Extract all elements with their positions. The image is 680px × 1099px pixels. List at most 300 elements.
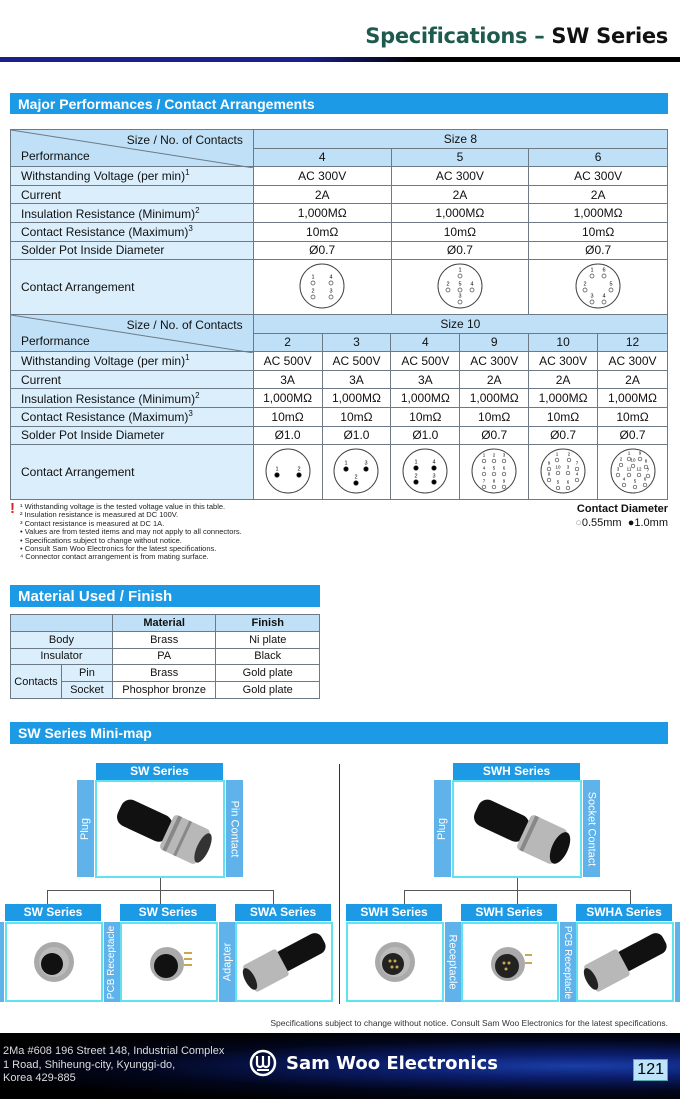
brand — [248, 1048, 498, 1078]
contact-arrangement — [529, 260, 668, 315]
cell: Ø0.7 — [460, 426, 529, 445]
pin — [575, 471, 579, 481]
side-tab-socket-contact: Socket Contact — [583, 780, 600, 877]
row-label: Contact Resistance (Maximum)$^3$ — [11, 222, 254, 241]
cell: 10mΩ — [253, 407, 322, 426]
node-title: SW Series — [5, 904, 101, 921]
pin — [432, 459, 437, 470]
side-tab-partial — [0, 922, 4, 1002]
node-title: SWH Series — [453, 763, 580, 780]
diag-header — [11, 130, 254, 167]
pin-number: 4 — [622, 476, 625, 482]
pin — [547, 460, 551, 470]
table-row — [11, 352, 668, 371]
product-image-receptacle — [346, 922, 444, 1002]
table-row — [11, 389, 668, 408]
section-title: Major Performances / Contact Arrangements — [18, 95, 315, 112]
cell: 10mΩ — [253, 222, 391, 241]
pcb-receptacle-image — [463, 924, 557, 1000]
row-label: Insulation Resistance (Minimum)$^2$ — [11, 389, 254, 408]
pin — [555, 451, 559, 461]
pin-number: 2 — [297, 466, 301, 473]
pin — [482, 465, 486, 475]
pin — [364, 460, 369, 471]
pin-number: 4 — [575, 471, 579, 477]
pin-number: 11 — [626, 466, 631, 472]
side-tab-partial — [675, 922, 680, 1002]
contacts-count: 12 — [598, 333, 668, 352]
pin — [274, 466, 279, 477]
row-label: Contacts — [11, 665, 62, 699]
title-dash: – — [527, 24, 552, 48]
cell: Ø0.7 — [598, 426, 668, 445]
tree-connector — [630, 890, 631, 904]
pin — [556, 464, 562, 474]
pin-diagram — [297, 261, 347, 311]
pin — [492, 478, 496, 488]
side-tab-pin-contact: Pin Contact — [226, 780, 243, 877]
side-tab-receptacle: Receptacle — [445, 922, 461, 1002]
section-performances — [10, 93, 668, 114]
pin-number: 2 — [446, 281, 450, 288]
pin-number: 4 — [329, 274, 333, 281]
pin-diagram — [573, 261, 623, 311]
pin-number: 1 — [311, 274, 315, 281]
pin — [329, 288, 333, 299]
pin-number: 1 — [590, 267, 594, 274]
pin-number: 6 — [502, 465, 506, 471]
open-circle-icon: ○ — [575, 517, 582, 529]
section-minimap — [10, 722, 668, 744]
performance-label: Performance — [21, 334, 90, 349]
footer-disclaimer: Specifications subject to change without notice. Consult Sam Woo Electronics for the latest specifications. — [270, 1018, 668, 1028]
table-row — [11, 665, 320, 682]
pin-diagram — [400, 446, 450, 496]
pin-number: 2 — [567, 451, 571, 457]
cell: 10mΩ — [391, 407, 460, 426]
cell: 1,000MΩ — [391, 389, 460, 408]
header-cell — [11, 615, 113, 632]
legend-title: Contact Diameter — [576, 503, 668, 515]
note: • Consult Sam Woo Electronics for the latest specifications. — [20, 544, 217, 554]
contact-arrangement — [253, 260, 391, 315]
size8-header: Size 8 — [253, 130, 667, 149]
row-label: Current — [11, 370, 254, 389]
pin-number: 2 — [619, 456, 622, 462]
table-row — [11, 426, 668, 445]
contacts-count: 5 — [391, 148, 529, 167]
legend-open-label: 0.55mm — [581, 517, 622, 529]
contact-arrangement — [391, 445, 460, 500]
cell: 2A — [253, 185, 391, 204]
pin-number: 10 — [630, 457, 636, 463]
pin-number: 7 — [482, 478, 486, 484]
table-row — [11, 241, 668, 260]
section-title: Material Used / Finish — [18, 587, 173, 605]
cell: 10mΩ — [322, 407, 391, 426]
table-row — [11, 167, 668, 186]
pin-number: 4 — [482, 465, 486, 471]
pin-number: 3 — [616, 466, 619, 472]
pin-number: 1 — [555, 451, 559, 457]
size10-header: Size 10 — [253, 315, 667, 334]
pin — [482, 478, 486, 488]
tree-connector — [160, 890, 161, 904]
node-title: SWA Series — [235, 904, 331, 921]
cell: 3A — [253, 370, 322, 389]
pin-number: 3 — [329, 288, 333, 295]
pin — [643, 476, 647, 486]
pin-number: 1 — [275, 466, 279, 473]
size-contacts-label: Size / No. of Contacts — [126, 133, 243, 147]
node-title: SWH Series — [461, 904, 557, 921]
pin — [414, 459, 419, 470]
cell: AC 300V — [253, 167, 391, 186]
receptacle-image — [348, 924, 442, 1000]
pin — [492, 465, 496, 475]
pin — [622, 476, 626, 486]
legend-filled-label: 1.0mm — [634, 517, 668, 529]
contact-arrangement — [322, 445, 391, 500]
pin-number: 5 — [609, 281, 613, 288]
table-row — [11, 260, 668, 315]
pin — [590, 267, 594, 278]
cell: 1,000MΩ — [253, 204, 391, 223]
note: ³ Contact resistance is measured at DC 1A. — [20, 518, 165, 528]
row-label: Withstanding Voltage (per min)$^1$ — [11, 352, 254, 371]
header-cell: Material — [112, 615, 216, 632]
tree-connector — [404, 890, 405, 904]
pin — [502, 478, 506, 488]
pin-number: 12 — [636, 466, 642, 472]
material-table — [10, 614, 320, 699]
cell: 1,000MΩ — [322, 389, 391, 408]
address-line: 2Ma #608 196 Street 148, Industrial Complex — [3, 1045, 225, 1057]
product-image-adapter — [576, 922, 674, 1002]
pin-number: 1 — [627, 450, 630, 456]
pin-number: 1 — [414, 459, 418, 466]
side-tab-pcb-receptacle: PCB Receptacle — [560, 922, 576, 1002]
pin — [646, 467, 650, 477]
cell: 10mΩ — [529, 222, 668, 241]
note: • Values are from tested items and may not apply to all connectors. — [20, 527, 242, 537]
note: ⁴ Connector contact arrangement is from mating surface. — [20, 552, 209, 562]
header-cell: Finish — [216, 615, 320, 632]
cell: Ø1.0 — [391, 426, 460, 445]
pin — [602, 293, 606, 304]
cell: Gold plate — [216, 665, 320, 682]
pin — [344, 460, 349, 471]
contact-arrangement — [460, 445, 529, 500]
pin-number: 8 — [547, 471, 551, 477]
performance-label: Performance — [21, 149, 90, 164]
pcb-receptacle-image — [122, 924, 216, 1000]
table-row — [11, 631, 320, 648]
section-title: SW Series Mini-map — [18, 725, 152, 741]
pin-number: 7 — [646, 467, 649, 473]
pin-number: 3 — [432, 473, 436, 480]
cell: 10mΩ — [598, 407, 668, 426]
receptacle-image — [7, 924, 101, 1000]
cell: Ø1.0 — [253, 426, 322, 445]
cell: 2A — [460, 370, 529, 389]
pin-number: 5 — [633, 478, 636, 484]
cell: Black — [216, 648, 320, 665]
cell: 10mΩ — [391, 222, 529, 241]
contacts-count: 6 — [529, 148, 668, 167]
row-label: Insulation Resistance (Minimum)$^2$ — [11, 204, 254, 223]
pin — [602, 267, 606, 278]
pin-number: 4 — [470, 281, 474, 288]
pin-number: 3 — [566, 464, 570, 470]
pin-diagram — [331, 446, 381, 496]
row-label: Contact Arrangement — [11, 445, 254, 500]
cell: AC 300V — [529, 352, 598, 371]
plug-connector-image — [454, 782, 580, 876]
size-contacts-label: Size / No. of Contacts — [126, 318, 243, 332]
pin-number: 5 — [458, 281, 462, 288]
pin-number: 2 — [492, 452, 496, 458]
table-row — [11, 445, 668, 500]
row-label: Current — [11, 185, 254, 204]
row-label: Withstanding Voltage (per min)$^1$ — [11, 167, 254, 186]
contact-arrangement — [529, 445, 598, 500]
pin — [633, 478, 637, 488]
cell: Ø0.7 — [391, 241, 529, 260]
cell: 10mΩ — [529, 407, 598, 426]
pin — [575, 460, 579, 470]
pin — [556, 479, 560, 489]
contact-diameter-legend — [575, 503, 668, 529]
page-title — [365, 24, 668, 48]
cell: 2A — [529, 370, 598, 389]
pin-number: 2 — [583, 281, 587, 288]
size10-table — [10, 314, 668, 500]
contacts-count: 9 — [460, 333, 529, 352]
page-header — [0, 0, 680, 64]
pin-diagram — [608, 446, 658, 496]
pin-number: 1 — [344, 460, 348, 467]
size8-table — [10, 129, 668, 315]
title-part2: SW Series — [551, 24, 668, 48]
side-tab-adapter: Adapter — [219, 922, 235, 1002]
product-image-plug — [95, 780, 225, 878]
pin — [566, 464, 570, 474]
product-image-adapter — [235, 922, 333, 1002]
pin-diagram — [263, 446, 313, 496]
cell: 3A — [322, 370, 391, 389]
side-tab-plug: Plug — [77, 780, 94, 877]
pin — [502, 465, 506, 475]
alert-icon: ! — [10, 500, 15, 517]
address-line: Korea 429-885 — [3, 1072, 76, 1084]
pin — [482, 452, 486, 462]
pin-number: 2 — [311, 288, 315, 295]
product-image-plug — [452, 780, 582, 878]
cell: AC 500V — [391, 352, 460, 371]
note: ² Insulation resistance is measured at DC 100V. — [20, 510, 179, 520]
pin — [432, 473, 437, 484]
contacts-count: 10 — [529, 333, 598, 352]
pin-diagram — [435, 261, 485, 311]
pin-number: 3 — [458, 293, 462, 300]
pin-number: 9 — [502, 478, 506, 484]
table-row — [11, 204, 668, 223]
address-line: 1 Road, Shiheung-city, Kyunggi-do, — [3, 1058, 176, 1071]
pin — [636, 466, 642, 476]
contact-arrangement — [391, 260, 529, 315]
pin-number: 2 — [414, 473, 418, 480]
pin-number: 6 — [643, 476, 646, 482]
pin — [590, 293, 594, 304]
pin — [311, 274, 315, 285]
pin — [583, 281, 587, 292]
pin — [329, 274, 333, 285]
table-row — [11, 185, 668, 204]
cell: 1,000MΩ — [391, 204, 529, 223]
pin-number: 7 — [575, 460, 579, 466]
row-label: Contact Resistance (Maximum)$^3$ — [11, 407, 254, 426]
pin — [566, 479, 570, 489]
cell: Brass — [112, 631, 216, 648]
pin — [458, 267, 462, 278]
cell: Phosphor bronze — [112, 682, 216, 699]
table-row — [11, 648, 320, 665]
table-row — [11, 370, 668, 389]
pin — [609, 281, 613, 292]
pin — [567, 451, 571, 461]
connector-outline — [266, 449, 310, 493]
pin-number: 3 — [364, 460, 368, 467]
pin-number: 3 — [590, 293, 594, 300]
cell: PA — [112, 648, 216, 665]
diag-header — [11, 315, 254, 352]
pin-diagram — [469, 446, 519, 496]
pin-number: 2 — [354, 474, 358, 481]
pin-number: 8 — [644, 458, 647, 464]
side-tab-pcb-receptacle: PCB Receptacle — [104, 922, 120, 1002]
pin — [638, 450, 642, 460]
pin — [626, 466, 631, 476]
company-address — [3, 1045, 224, 1086]
title-part1: Specifications — [365, 24, 528, 48]
pin — [458, 281, 462, 292]
note: ¹ Withstanding voltage is the tested voltage value in this table. — [20, 502, 226, 511]
header-rule — [0, 57, 680, 62]
cell: AC 300V — [460, 352, 529, 371]
node-title: SWHA Series — [576, 904, 672, 921]
cell: AC 300V — [391, 167, 529, 186]
cell: AC 500V — [322, 352, 391, 371]
pin-number: 5 — [492, 465, 496, 471]
contacts-count: 2 — [253, 333, 322, 352]
product-image-receptacle — [5, 922, 103, 1002]
cell: 1,000MΩ — [253, 389, 322, 408]
cell: 1,000MΩ — [460, 389, 529, 408]
cell: Ø1.0 — [322, 426, 391, 445]
tree-connector — [273, 890, 274, 904]
pin — [414, 473, 419, 484]
contacts-count: 3 — [322, 333, 391, 352]
tree-connector — [47, 890, 48, 904]
cell: Brass — [112, 665, 216, 682]
side-tab-plug: Plug — [434, 780, 451, 877]
pin-diagram — [538, 446, 588, 496]
cell: 3A — [391, 370, 460, 389]
cell: Ø0.7 — [529, 426, 598, 445]
product-image-pcb-receptacle — [120, 922, 218, 1002]
cell: 10mΩ — [460, 407, 529, 426]
adapter-image — [237, 924, 331, 1000]
cell: 1,000MΩ — [529, 389, 598, 408]
pin-number: 3 — [502, 452, 506, 458]
cell: Ø0.7 — [253, 241, 391, 260]
tree-connector — [517, 890, 518, 904]
plug-connector-image — [97, 782, 223, 876]
page-number: 121 — [633, 1059, 668, 1081]
pin-number: 9 — [547, 460, 551, 466]
pin-number: 5 — [556, 479, 560, 485]
pin-number: 4 — [602, 293, 606, 300]
pin — [458, 293, 462, 304]
connector-outline — [403, 449, 447, 493]
adapter-image — [578, 924, 672, 1000]
pin — [616, 466, 620, 476]
samwoo-logo-icon — [248, 1048, 278, 1078]
row-label: Socket — [61, 682, 112, 699]
pin — [311, 288, 315, 299]
pin-number: 9 — [638, 450, 641, 456]
note: • Specifications subject to change without notice. — [20, 535, 182, 545]
footer — [0, 1033, 680, 1099]
pin — [502, 452, 506, 462]
cell: 2A — [598, 370, 668, 389]
pin-number: 8 — [492, 478, 496, 484]
pin-number: 1 — [482, 452, 486, 458]
cell: 2A — [391, 185, 529, 204]
cell: AC 500V — [253, 352, 322, 371]
row-label: Solder Pot Inside Diameter — [11, 241, 254, 260]
product-image-pcb-receptacle — [461, 922, 559, 1002]
pin-number: 6 — [566, 479, 570, 485]
pin — [446, 281, 450, 292]
section-material — [10, 585, 320, 607]
row-label: Insulator — [11, 648, 113, 665]
table-row — [11, 407, 668, 426]
pin — [547, 471, 551, 481]
pin-number: 1 — [458, 267, 462, 274]
footnotes — [10, 500, 242, 562]
cell: Gold plate — [216, 682, 320, 699]
pin — [492, 452, 496, 462]
cell: Ø0.7 — [529, 241, 668, 260]
pin — [470, 281, 474, 292]
pin-number: 10 — [555, 464, 561, 470]
pin-number: 6 — [602, 267, 606, 274]
node-title: SW Series — [120, 904, 216, 921]
row-label: Solder Pot Inside Diameter — [11, 426, 254, 445]
connector-outline — [334, 449, 378, 493]
cell: Ni plate — [216, 631, 320, 648]
node-title: SW Series — [96, 763, 223, 780]
connector-outline — [300, 264, 344, 308]
filled-circle-icon: ● — [627, 517, 635, 529]
pin — [296, 466, 301, 477]
cell: 1,000MΩ — [598, 389, 668, 408]
cell: 2A — [529, 185, 668, 204]
cell: AC 300V — [529, 167, 668, 186]
contacts-count: 4 — [253, 148, 391, 167]
